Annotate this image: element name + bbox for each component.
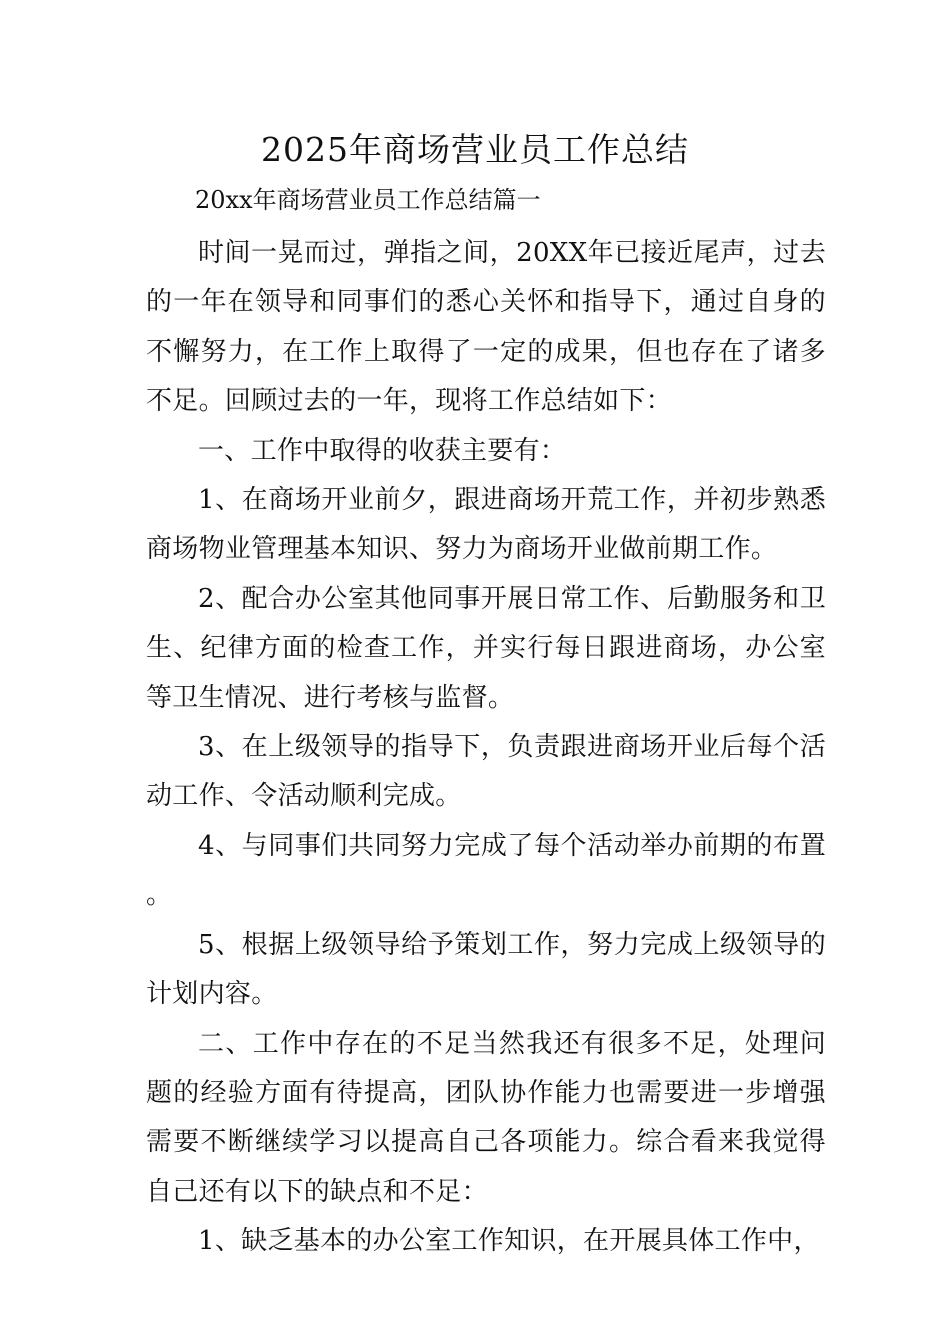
paragraph-gain-2: 2、配合办公室其他同事开展日常工作、后勤服务和卫生、纪律方面的检查工作，并实行每日跟进商场，办公室等卫生情况、进行考核与监督。: [146, 583, 826, 713]
paragraph-section-shortcomings: 二、工作中存在的不足当然我还有很多不足，处理问题的经验方面有待提高，团队协作能力也需要进一步增强需要不断继续学习以提高自己各项能力。综合看来我觉得自己还有以下的缺点和不足：: [146, 1028, 826, 1207]
paragraph-intro: 时间一晃而过，弹指之间，20XX年已接近尾声，过去的一年在领导和同事们的悉心关怀和指导下，通过自身的不懈努力，在工作上取得了一定的成果，但也存在了诸多不足。回顾过去的一年，现将工作总结如下：: [146, 238, 826, 417]
document-subtitle: 20xx年商场营业员工作总结篇一: [195, 186, 541, 214]
paragraph-gain-1: 1、在商场开业前夕，跟进商场开荒工作，并初步熟悉商场物业管理基本知识、努力为商场开业做前期工作。: [146, 485, 826, 565]
paragraph-section-gains-heading: 一、工作中取得的收获主要有：: [198, 435, 567, 466]
document-body: [146, 229, 826, 1267]
paragraph-shortcoming-1: 1、缺乏基本的办公室工作知识，在开展具体工作中，: [198, 1226, 820, 1257]
paragraph-gain-3: 3、在上级领导的指导下，负责跟进商场开业后每个活动工作、令活动顺利完成。: [146, 732, 826, 812]
paragraph-gain-4: 4、与同事们共同努力完成了每个活动举办前期的布置。: [146, 830, 826, 911]
paragraph-gain-5: 5、根据上级领导给予策划工作，努力完成上级领导的计划内容。: [146, 929, 826, 1010]
document-title: 2025年商场营业员工作总结: [261, 130, 689, 169]
